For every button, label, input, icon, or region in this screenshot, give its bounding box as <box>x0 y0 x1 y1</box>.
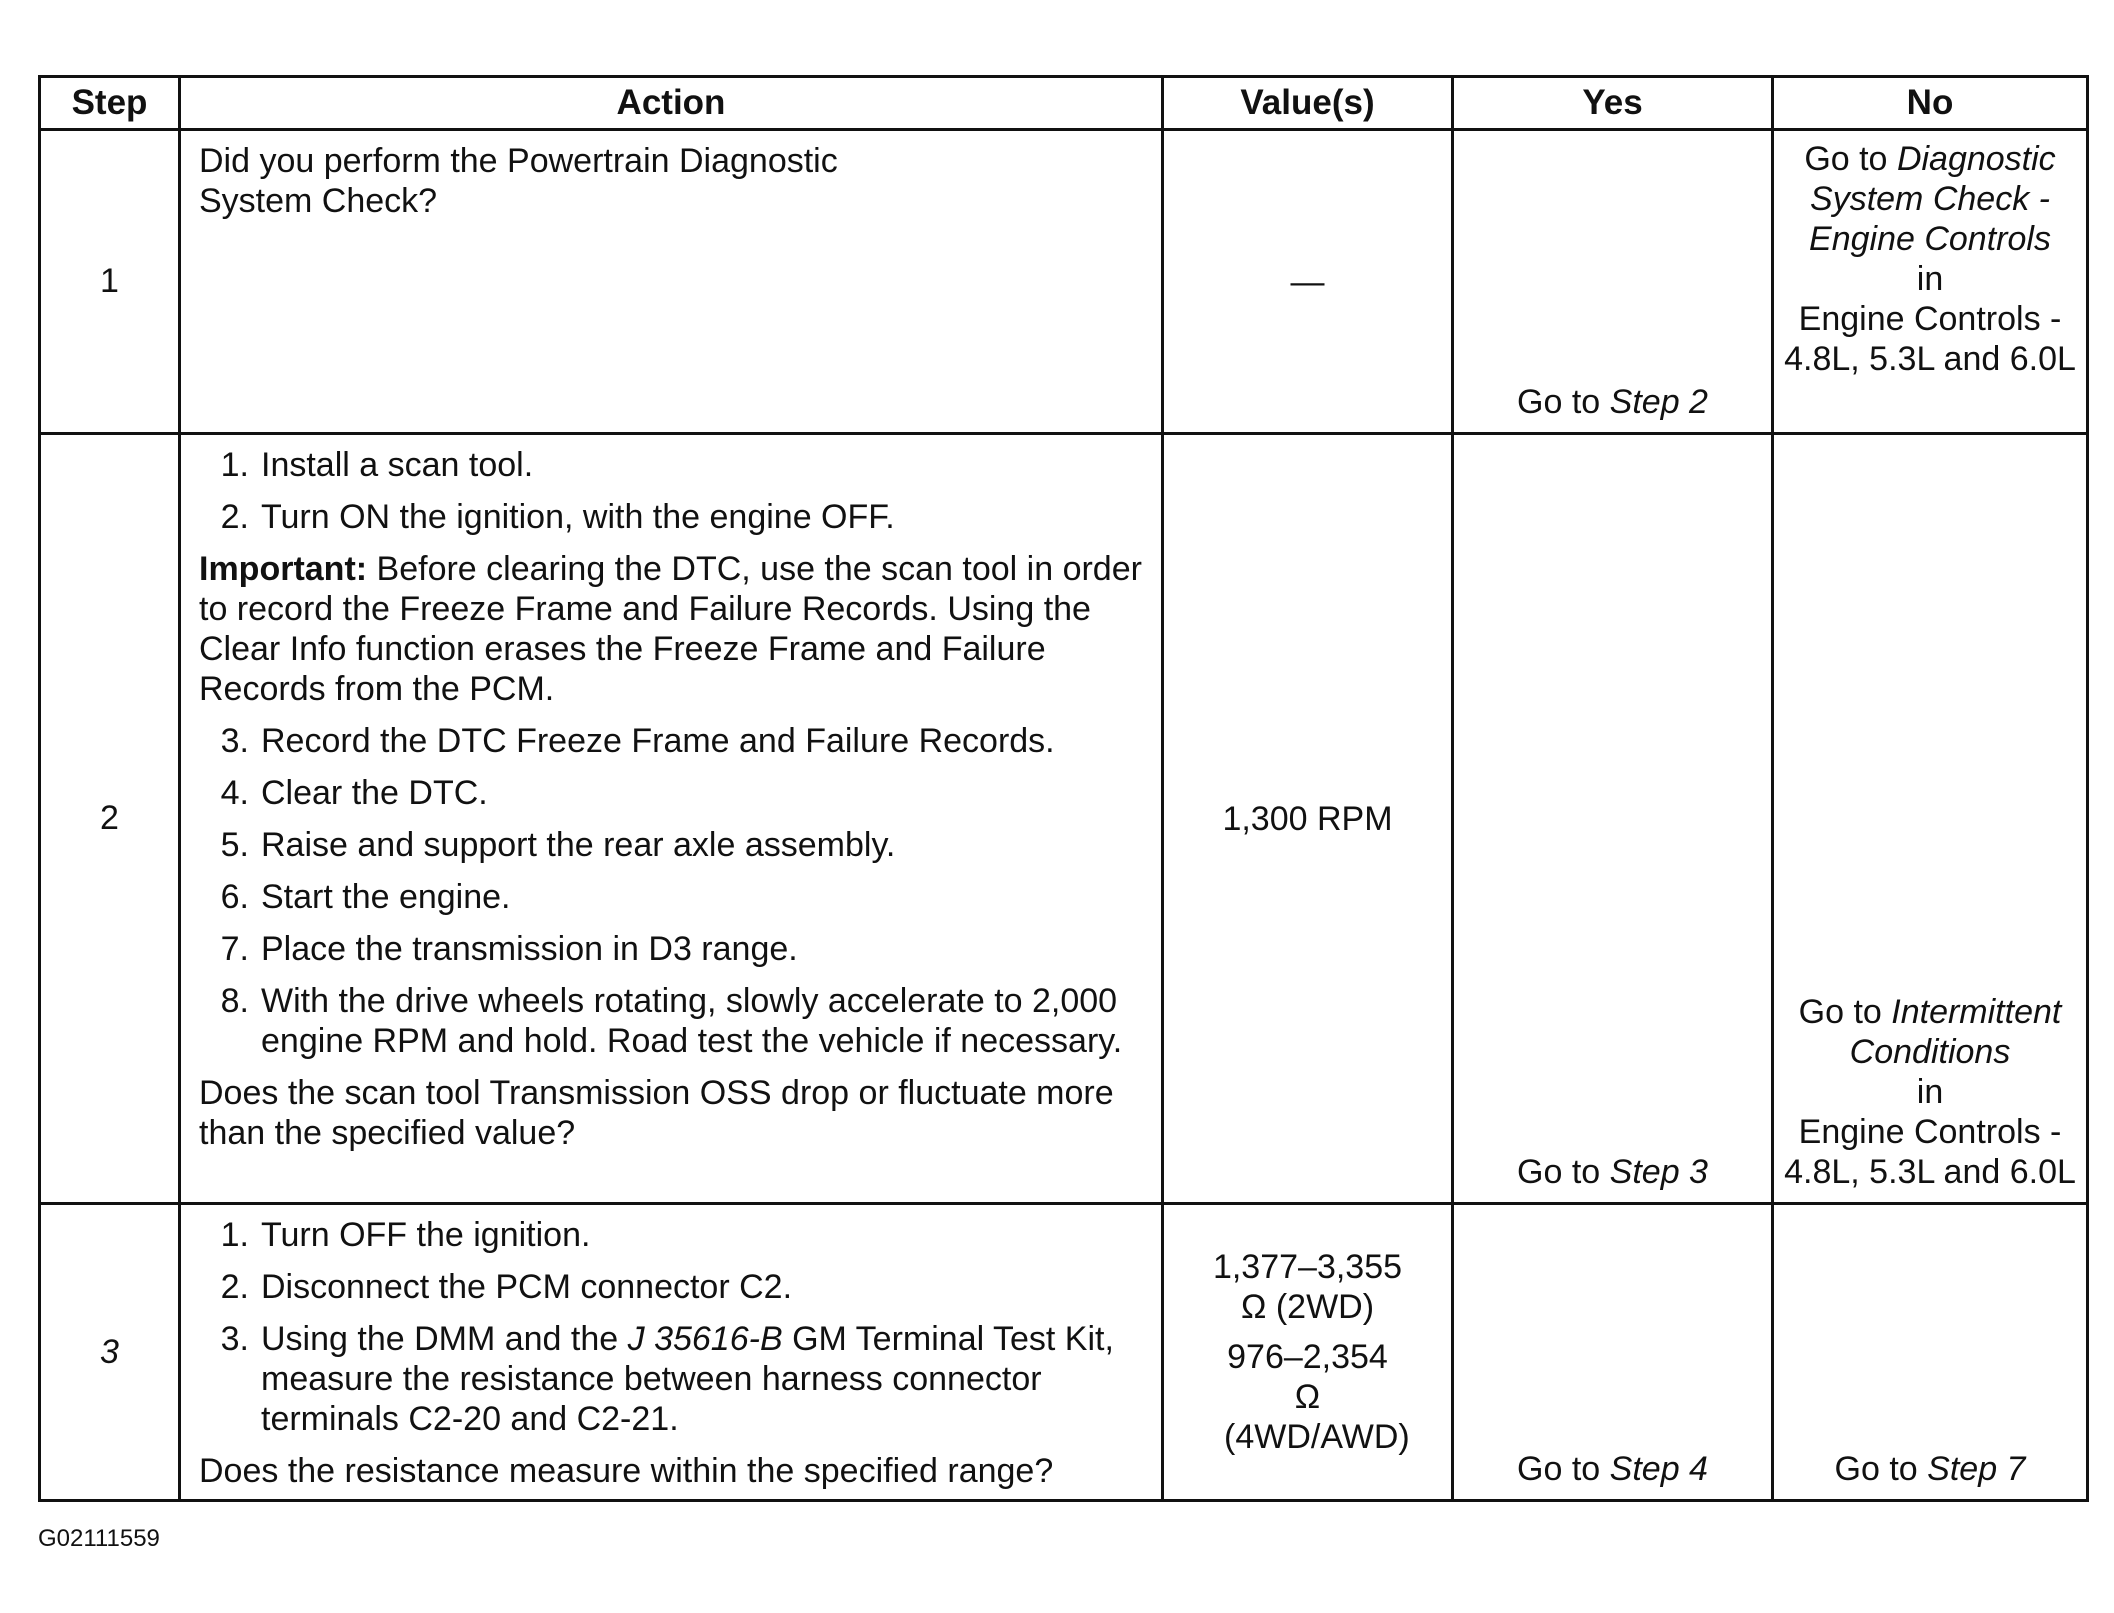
header-values: Value(s) <box>1163 77 1453 130</box>
no-prefix: Go to <box>1804 140 1888 178</box>
list-item: 5. Raise and support the rear axle assembly. <box>220 826 896 864</box>
action-question: Does the scan tool Transmission OSS drop or fluctuate more than the specified value? <box>199 1074 1114 1152</box>
yes-prefix: Go to <box>1517 1153 1601 1191</box>
no-prefix: Go to <box>1798 993 1882 1031</box>
value-cell: — <box>1163 130 1453 434</box>
yes-step-link[interactable]: Step 4 <box>1609 1450 1708 1488</box>
list-item: 4. Clear the DTC. <box>220 774 488 812</box>
no-step-link[interactable]: Step 7 <box>1927 1450 2026 1488</box>
action-question: Did you perform the Powertrain Diagnostic System Check? <box>199 142 838 220</box>
header-row <box>40 77 2088 130</box>
no-cell <box>1773 434 2088 1204</box>
table-row <box>40 434 2088 1204</box>
table-row <box>40 1204 2088 1501</box>
list-item: 3. Using the DMM and the J 35616-B GM Terminal Test Kit, measure the resistance between harness connector terminals C2-20 and C2-21. <box>220 1320 1114 1438</box>
list-item: 1. Turn OFF the ignition. <box>220 1216 591 1254</box>
tool-number: J 35616-B <box>627 1320 783 1358</box>
figure-code: G02111559 <box>38 1525 160 1552</box>
step-text: GM Terminal Test Kit, measure the resistance between harness connector terminals C2-20 and C2-21. <box>261 1320 1114 1438</box>
list-item: 7. Place the transmission in D3 range. <box>220 930 798 968</box>
list-item: 3. Record the DTC Freeze Frame and Failure Records. <box>220 722 1055 760</box>
resistance-4wd: 976–2,354 Ω (4WD/AWD) <box>1224 1338 1410 1456</box>
header-action: Action <box>180 77 1163 130</box>
table-row <box>40 130 2088 434</box>
procedure-list <box>199 445 1147 537</box>
list-item: 2. Disconnect the PCM connector C2. <box>220 1268 793 1306</box>
step-number: 2 <box>40 434 180 1204</box>
value-cell <box>1163 1204 1453 1501</box>
action-cell <box>180 1204 1163 1501</box>
no-reference-link[interactable]: Diagnostic System Check - Engine Controls <box>1809 140 2056 258</box>
action-cell <box>180 130 1163 434</box>
header-step: Step <box>40 77 180 130</box>
yes-step-link[interactable]: Step 2 <box>1609 383 1708 421</box>
procedure-list <box>199 721 1147 1061</box>
list-item: 1. Install a scan tool. <box>220 446 534 484</box>
no-document: Engine Controls - 4.8L, 5.3L and 6.0L <box>1784 300 2076 378</box>
diagnostic-table <box>38 75 2089 1502</box>
no-prefix: Go to <box>1834 1450 1918 1488</box>
list-item: 8. With the drive wheels rotating, slowly accelerate to 2,000 engine RPM and hold. Road test the vehicle if necessary. <box>220 982 1123 1060</box>
yes-step-link[interactable]: Step 3 <box>1609 1153 1708 1191</box>
action-question: Does the resistance measure within the specified range? <box>199 1452 1054 1490</box>
yes-prefix: Go to <box>1517 383 1601 421</box>
action-cell <box>180 434 1163 1204</box>
yes-cell <box>1453 434 1773 1204</box>
header-no: No <box>1773 77 2088 130</box>
step-text: Using the DMM and the <box>261 1320 619 1358</box>
no-reference-link[interactable]: Intermittent Conditions <box>1849 993 2062 1071</box>
no-cell <box>1773 1204 2088 1501</box>
yes-cell <box>1453 1204 1773 1501</box>
step-number: 1 <box>40 130 180 434</box>
header-yes: Yes <box>1453 77 1773 130</box>
procedure-list <box>199 1215 1147 1439</box>
no-in: in <box>1916 260 1944 298</box>
important-note <box>199 549 1147 709</box>
list-item: 2. Turn ON the ignition, with the engine OFF. <box>220 498 895 536</box>
important-text: Before clearing the DTC, use the scan tool in order to record the Freeze Frame and Failure Records. Using the Clear Info function erases the Freeze Frame and Failure Records from the PCM. <box>199 550 1142 708</box>
no-cell <box>1773 130 2088 434</box>
resistance-2wd: 1,377–3,355 Ω (2WD) <box>1212 1248 1403 1326</box>
no-document: Engine Controls - 4.8L, 5.3L and 6.0L <box>1784 1113 2076 1191</box>
yes-prefix: Go to <box>1517 1450 1601 1488</box>
no-in: in <box>1916 1073 1944 1111</box>
step-number: 3 <box>40 1204 180 1501</box>
important-label: Important: <box>199 550 368 588</box>
yes-cell <box>1453 130 1773 434</box>
value-cell: 1,300 RPM <box>1163 434 1453 1204</box>
list-item: 6. Start the engine. <box>220 878 511 916</box>
